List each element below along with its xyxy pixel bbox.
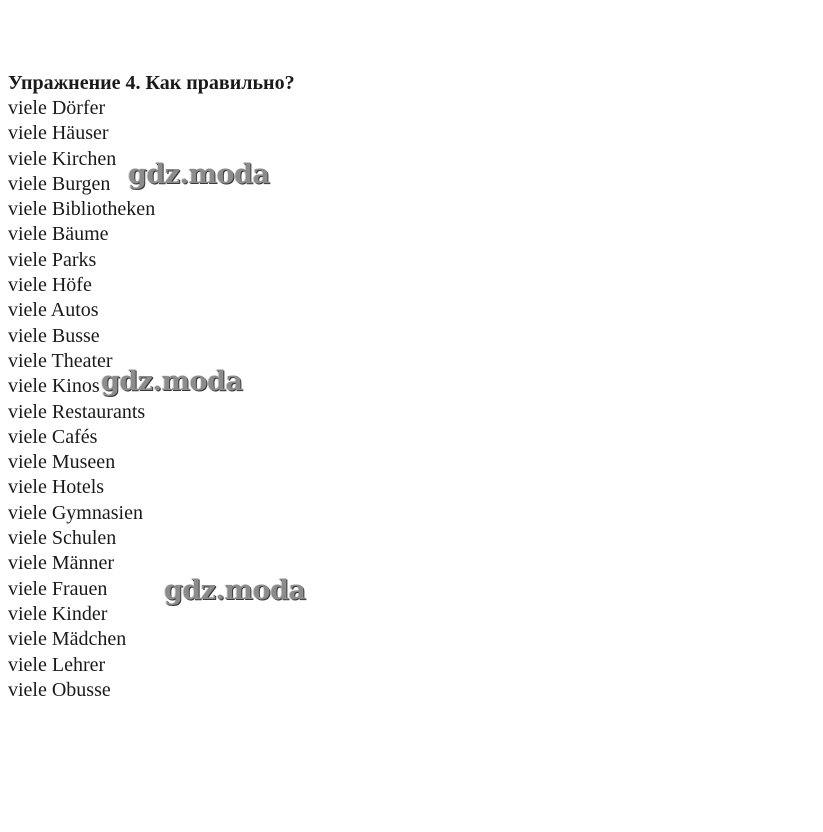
word-list bbox=[8, 96, 295, 703]
list-item: viele Theater bbox=[8, 349, 113, 372]
document-body bbox=[8, 70, 295, 703]
watermark: gdz.moda bbox=[128, 159, 270, 190]
list-item: viele Häuser bbox=[8, 122, 109, 145]
list-item: viele Bibliotheken bbox=[8, 198, 156, 221]
list-item: viele Frauen bbox=[8, 577, 108, 600]
list-item: viele Dörfer bbox=[8, 97, 106, 119]
list-item: viele Parks bbox=[8, 248, 97, 271]
list-item: viele Kinos bbox=[8, 375, 100, 398]
exercise-title: Упражнение 4. Как правильно? bbox=[8, 72, 295, 94]
list-item: viele Hotels bbox=[8, 476, 105, 499]
list-item: viele Obusse bbox=[8, 678, 111, 701]
list-item: viele Männer bbox=[8, 552, 115, 575]
list-item: viele Busse bbox=[8, 324, 100, 347]
watermark: gdz.moda bbox=[101, 366, 243, 397]
list-item: viele Gymnasien bbox=[8, 501, 143, 524]
list-item: viele Museen bbox=[8, 451, 116, 474]
list-item: viele Cafés bbox=[8, 425, 98, 448]
list-item: viele Mädchen bbox=[8, 628, 127, 651]
watermark: gdz.moda bbox=[164, 575, 306, 606]
list-item: viele Autos bbox=[8, 299, 99, 322]
list-item: viele Kinder bbox=[8, 602, 108, 625]
list-item: viele Restaurants bbox=[8, 400, 146, 423]
list-item: viele Bäume bbox=[8, 223, 109, 246]
list-item: viele Höfe bbox=[8, 274, 92, 297]
list-item: viele Kirchen bbox=[8, 147, 117, 170]
list-item: viele Lehrer bbox=[8, 653, 106, 676]
list-item: viele Burgen bbox=[8, 172, 111, 195]
list-item: viele Schulen bbox=[8, 527, 117, 550]
